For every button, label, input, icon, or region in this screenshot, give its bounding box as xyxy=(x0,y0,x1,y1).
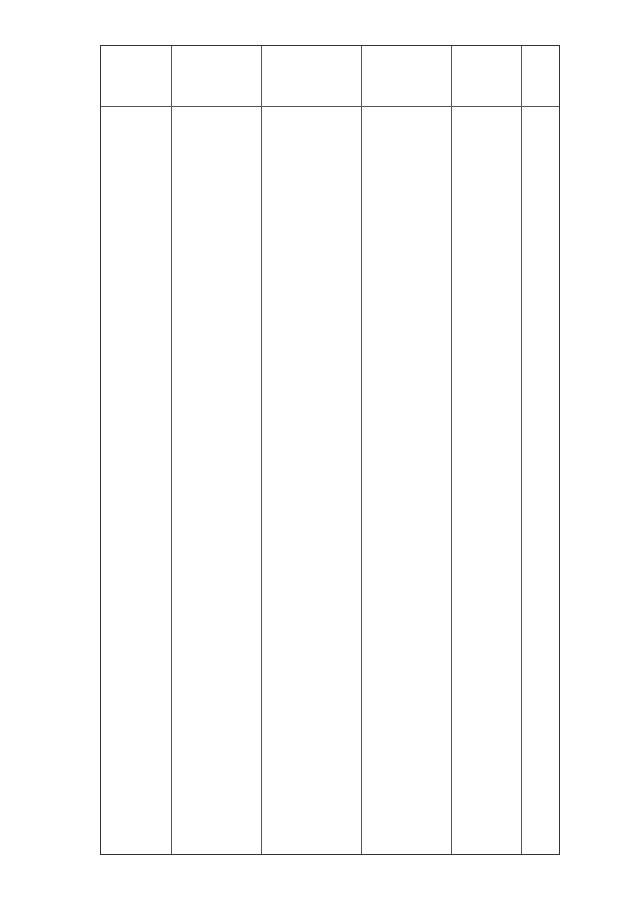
column-rule xyxy=(361,46,362,854)
column-rule xyxy=(261,46,262,854)
header-rule xyxy=(101,106,559,107)
column-rule xyxy=(451,46,452,854)
column-rule xyxy=(171,46,172,854)
column-rule xyxy=(521,46,522,854)
settlement-table xyxy=(100,45,560,855)
